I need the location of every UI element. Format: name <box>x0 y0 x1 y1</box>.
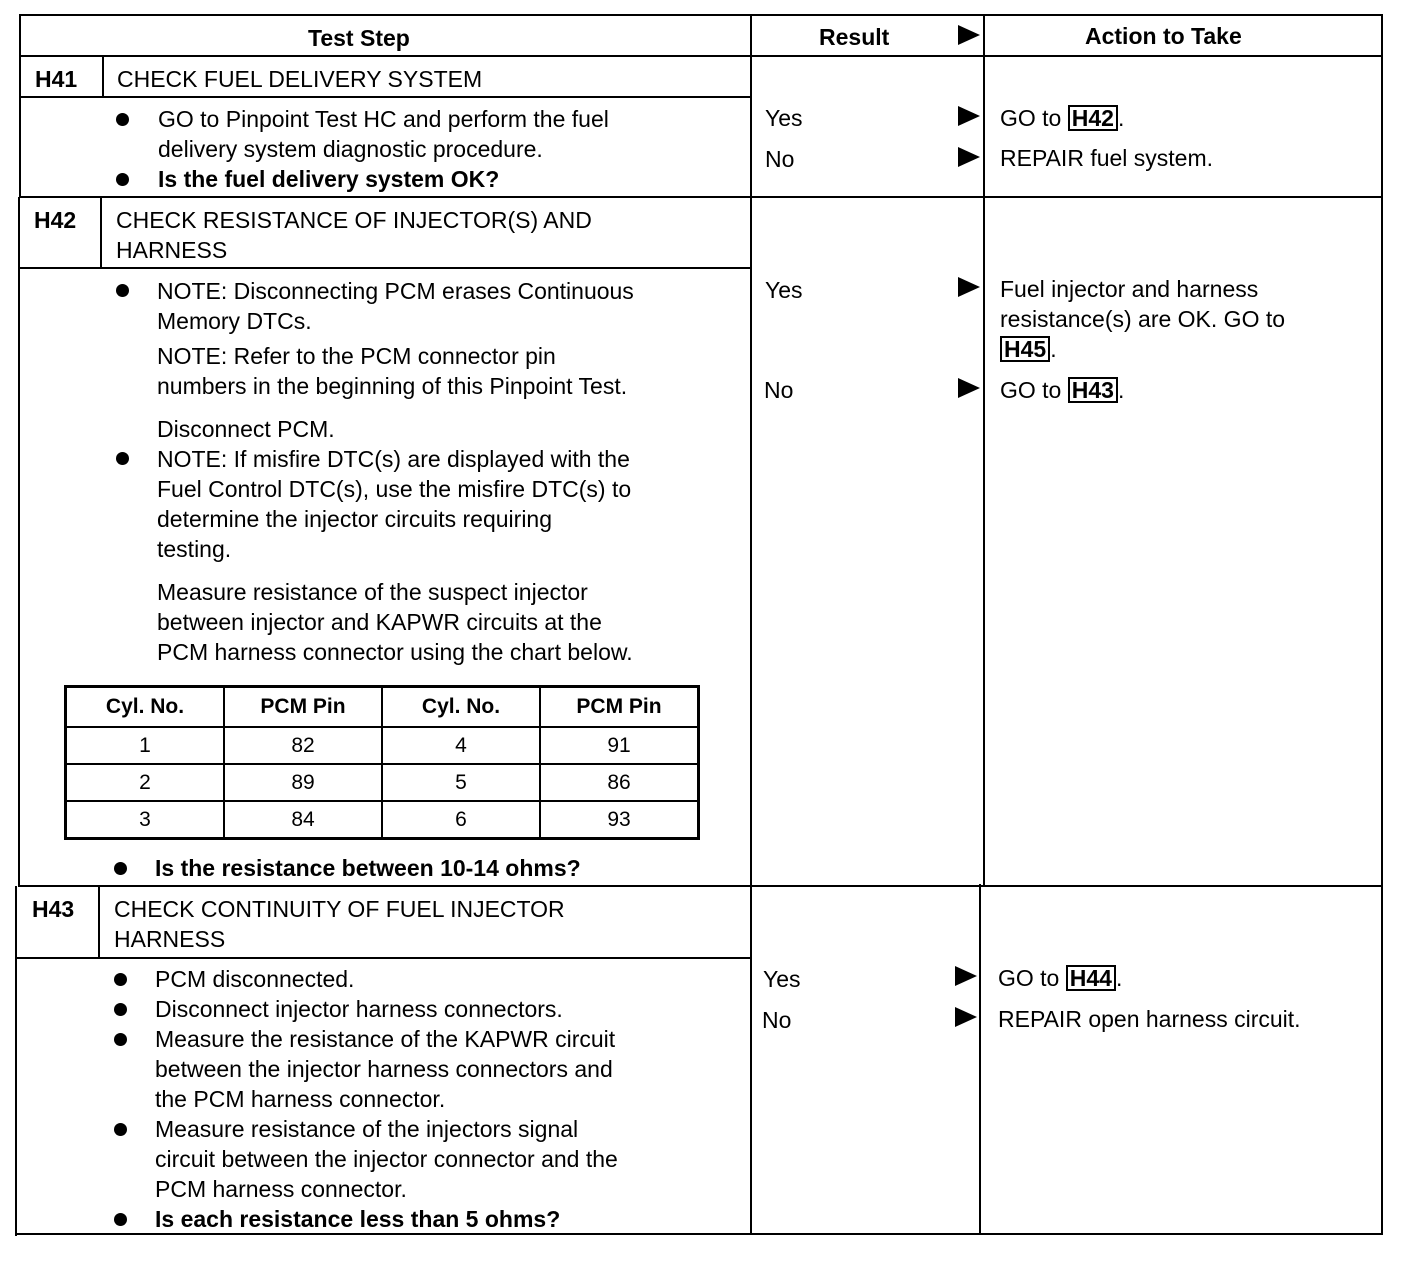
table-left-border-bottom <box>15 886 17 1236</box>
h43-step3-line2: between the injector harness connectors and <box>155 1056 613 1082</box>
h43-title-bottom <box>15 957 751 959</box>
h42-measure-line2: between injector and KAPWR circuits at the <box>157 609 602 635</box>
pin-table-cell: 84 <box>224 801 382 839</box>
bullet-icon <box>114 862 127 875</box>
h42-no-action <box>1000 375 1124 405</box>
h42-note3-line2: Fuel Control DTC(s), use the misfire DTC(s) to <box>157 476 632 502</box>
h42-id-divider <box>100 197 102 269</box>
pin-table-header-row <box>66 687 699 728</box>
h41-yes-action-prefix: GO to <box>1000 105 1062 131</box>
header-arrow-icon <box>958 25 980 45</box>
h42-no-arrow-icon <box>958 378 980 398</box>
pin-table-header-cell: Cyl. No. <box>382 687 540 728</box>
h43-yes-action-suffix: . <box>1115 965 1123 991</box>
pin-table-header-cell: PCM Pin <box>224 687 382 728</box>
h41-yes-action <box>1000 103 1124 133</box>
h43-yes-arrow-icon <box>955 966 977 986</box>
h42-id: H42 <box>34 207 77 233</box>
h41-title-bottom <box>20 96 751 98</box>
h43-step4-line3: PCM harness connector. <box>155 1176 407 1202</box>
bullet-icon <box>114 1123 127 1136</box>
h43-step3-line3: the PCM harness connector. <box>155 1086 446 1112</box>
h43-title-line2: HARNESS <box>114 926 226 952</box>
table-row <box>66 801 699 839</box>
h42-yes-arrow-icon <box>958 277 980 297</box>
header-bottom-border <box>20 55 1383 57</box>
h43-no-action: REPAIR open harness circuit. <box>998 1006 1301 1032</box>
h41-yes-arrow-icon <box>958 106 980 126</box>
h43-step2: Disconnect injector harness connectors. <box>155 996 563 1022</box>
h43-step4-line1: Measure resistance of the injectors signal <box>155 1116 579 1142</box>
h43-title-line1: CHECK CONTINUITY OF FUEL INJECTOR <box>114 896 565 922</box>
pin-table-cell: 82 <box>224 727 382 764</box>
h41-step-line2: delivery system diagnostic procedure. <box>158 136 543 162</box>
pin-table-cell: 86 <box>540 764 699 801</box>
bullet-icon <box>114 1213 127 1226</box>
h43-no: No <box>762 1007 792 1033</box>
pin-table-cell: 89 <box>224 764 382 801</box>
h41-step-line1: GO to Pinpoint Test HC and perform the fuel <box>158 106 609 132</box>
h41-question: Is the fuel delivery system OK? <box>158 166 500 192</box>
h43-id-divider <box>98 886 100 958</box>
pin-table-cell: 6 <box>382 801 540 839</box>
h42-note1-line1: NOTE: Disconnecting PCM erases Continuous <box>157 278 634 304</box>
h42-measure-line3: PCM harness connector using the chart below. <box>157 639 633 665</box>
pcm-pin-table <box>64 685 700 840</box>
bullet-icon <box>114 1033 127 1046</box>
h42-note3-line4: testing. <box>157 536 232 562</box>
bullet-icon <box>114 973 127 986</box>
h42-no: No <box>764 377 794 403</box>
bullet-icon <box>116 113 129 126</box>
col-divider-action <box>983 14 985 886</box>
h42-note1-line2: Memory DTCs. <box>157 308 312 334</box>
h42-no-action-prefix: GO to <box>1000 377 1062 403</box>
col-divider-action-lower <box>979 884 981 1234</box>
bullet-icon <box>116 173 129 186</box>
h43-id: H43 <box>32 896 75 922</box>
h43-yes-action-prefix: GO to <box>998 965 1060 991</box>
h42-title-line1: CHECK RESISTANCE OF INJECTOR(S) AND <box>116 207 592 233</box>
h43-yes-action <box>998 963 1122 993</box>
h43-question: Is each resistance less than 5 ohms? <box>155 1206 561 1232</box>
h43-yes: Yes <box>763 966 801 992</box>
h42-yes: Yes <box>765 277 803 303</box>
pin-table-cell: 3 <box>66 801 225 839</box>
table-row <box>66 764 699 801</box>
pin-table-cell: 91 <box>540 727 699 764</box>
pin-table-cell: 93 <box>540 801 699 839</box>
h43-ref-link[interactable]: H43 <box>1068 377 1118 403</box>
h41-no-arrow-icon <box>958 147 980 167</box>
pin-table-cell: 1 <box>66 727 225 764</box>
h41-yes: Yes <box>765 105 803 131</box>
table-top-border <box>20 14 1383 16</box>
h43-step3-line1: Measure the resistance of the KAPWR circuit <box>155 1026 616 1052</box>
table-left-border-lower <box>18 197 20 887</box>
h41-yes-action-suffix: . <box>1117 105 1125 131</box>
h41-no: No <box>765 146 795 172</box>
h41-id: H41 <box>35 66 78 92</box>
table-left-border <box>19 14 21 198</box>
pin-table-cell: 5 <box>382 764 540 801</box>
h42-note2-line1: NOTE: Refer to the PCM connector pin <box>157 343 556 369</box>
h41-row-border <box>20 196 1383 198</box>
h43-no-arrow-icon <box>955 1007 977 1027</box>
bullet-icon <box>116 284 129 297</box>
h42-note3-line3: determine the injector circuits requiring <box>157 506 553 532</box>
h42-yes-action-line3 <box>1000 334 1057 364</box>
h42-yes-action-line1: Fuel injector and harness <box>1000 276 1259 302</box>
h41-no-action: REPAIR fuel system. <box>1000 145 1214 171</box>
h42-title-bottom <box>18 267 751 269</box>
h42-title-line2: HARNESS <box>116 237 228 263</box>
h42-row-border <box>18 885 1383 887</box>
h43-step1: PCM disconnected. <box>155 966 355 992</box>
h42-yes-action-suffix: . <box>1050 336 1057 362</box>
h42-no-action-suffix: . <box>1117 377 1125 403</box>
h43-step4-line2: circuit between the injector connector and the <box>155 1146 618 1172</box>
h42-question: Is the resistance between 10-14 ohms? <box>155 855 581 881</box>
h41-id-divider <box>102 56 104 98</box>
bullet-icon <box>116 452 129 465</box>
h41-title: CHECK FUEL DELIVERY SYSTEM <box>117 66 483 92</box>
h42-note3-line1: NOTE: If misfire DTC(s) are displayed with the <box>157 446 630 472</box>
h44-ref-link[interactable]: H44 <box>1066 965 1116 991</box>
pin-table-header-cell: Cyl. No. <box>66 687 225 728</box>
pin-table-cell: 2 <box>66 764 225 801</box>
h42-ref-link[interactable]: H42 <box>1068 105 1118 131</box>
header-test-step: Test Step <box>308 25 410 51</box>
header-result: Result <box>819 24 890 50</box>
h42-note2-line2: numbers in the beginning of this Pinpoint Test. <box>157 373 628 399</box>
pin-table-header-cell: PCM Pin <box>540 687 699 728</box>
h42-disconnect: Disconnect PCM. <box>157 416 335 442</box>
h45-ref-link[interactable]: H45 <box>1000 336 1050 362</box>
bullet-icon <box>114 1003 127 1016</box>
h42-yes-action-line2: resistance(s) are OK. GO to <box>1000 306 1286 332</box>
header-action: Action to Take <box>1085 23 1242 49</box>
pin-table-cell: 4 <box>382 727 540 764</box>
h42-measure-line1: Measure resistance of the suspect injector <box>157 579 588 605</box>
table-row <box>66 727 699 764</box>
